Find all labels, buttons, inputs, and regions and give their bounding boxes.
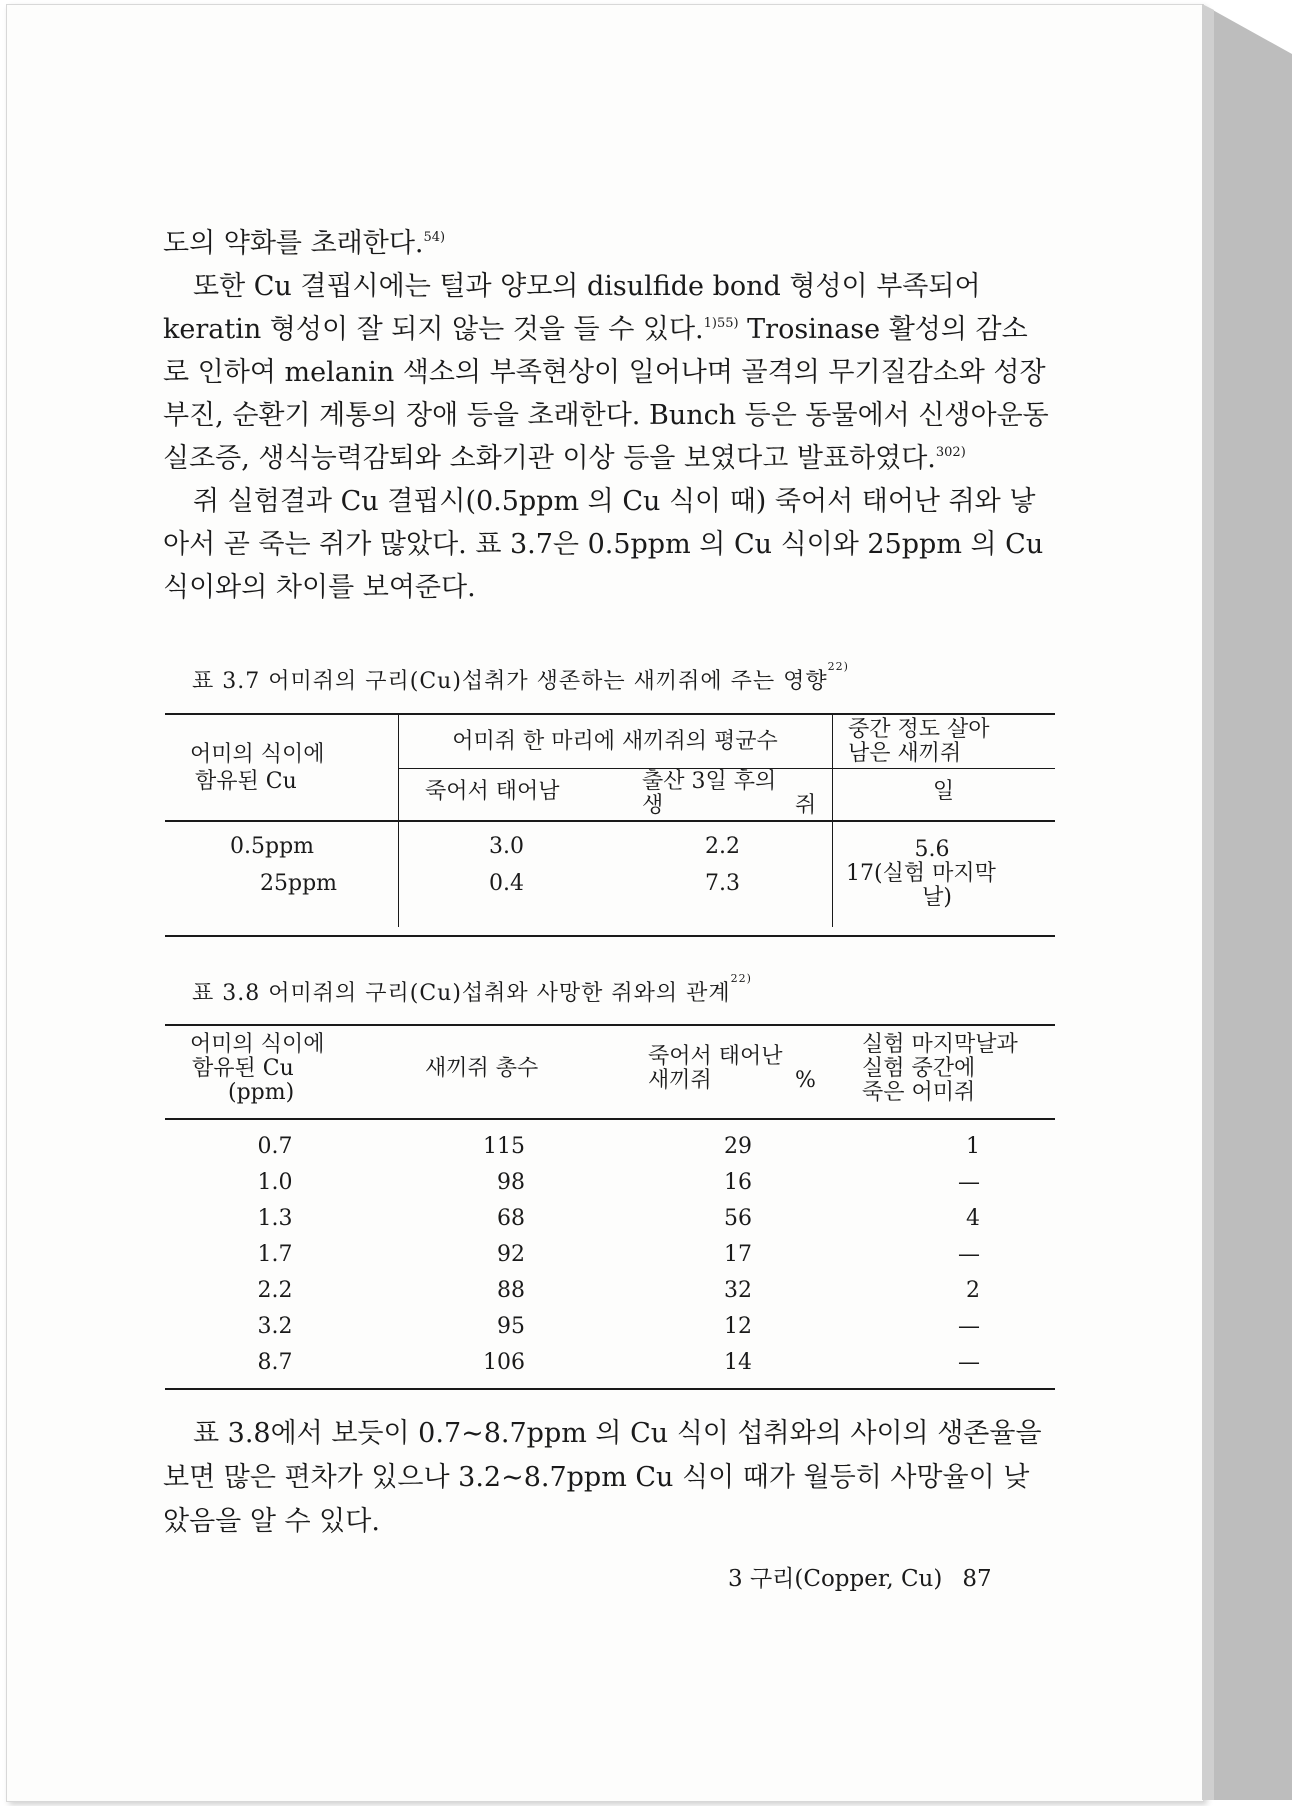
table-row: 98 [497,1170,525,1195]
table-row: 115 [483,1134,525,1159]
t37-row2-cu: 25ppm [260,871,338,896]
table-row: 17 [724,1242,752,1267]
t37-head-survive-line2: 남은 새끼쥐 [848,741,962,766]
table-3-8-caption: 표 3.8 어미쥐의 구리(Cu)섭취와 사망한 쥐와의 관계$^{22)}$ [192,972,752,1006]
table-row: — [958,1170,980,1195]
t37-head-cu-line1: 어미의 식이에 [190,742,325,767]
table-row: 92 [497,1242,525,1267]
t38-head-cu-line2: 함유된 Cu [192,1056,294,1081]
table-row: 12 [724,1314,752,1339]
closing-paragraph: 표 3.8에서 보듯이 0.7∼8.7ppm 의 Cu 식이 섭취와의 사이의 생존율을 보면 많은 편차가 있으나 3.2∼8.7ppm Cu 식이 때가 월등히 사망율이 낮았음을 알 수 있다. [163,1418,1042,1537]
t38-head-cu-line1: 어미의 식이에 [190,1032,325,1057]
page-footer [728,1560,992,1593]
t37-head-alive-line2a: 생 [642,793,664,818]
body-text [163,222,1053,609]
t37-head-survive-unit: 일 [932,779,955,804]
table-row: 56 [724,1206,752,1231]
table-row: 88 [497,1278,525,1303]
t37-head-group: 어미쥐 한 마리에 새끼쥐의 평균수 [452,729,778,754]
paragraph-1: 도의 약화를 초래한다.$^{54)}$ [163,228,446,259]
t38-head-cu-line3: (ppm) [228,1080,295,1105]
t37-head-survive-line1: 중간 정도 살아 [848,717,990,742]
paragraph-2: 또한 Cu 결핍시에는 털과 양모의 disulfide bond 형성이 부족되어 keratin 형성이 잘 되지 않는 것을 들 수 있다.$^{1)55)}$ Trosinase 활성의 감소로 인하여 melanin 색소의 부족현상이 일어나며 골격의 무기질감소와 성장부진, 순환기 계통의 장애 등을 초래한다. Bunch 등은 동물에서 신생아운동실조증, 생식능력감퇴와 소화기관 이상 등을 보였다고 발표하였다.$^{302)}$ [163,271,1049,474]
table-row: 1 [966,1134,980,1159]
table-row: — [958,1314,980,1339]
table-row: 68 [497,1206,525,1231]
table-row: 2 [966,1278,980,1303]
t37-row2-days-line2: 날) [922,885,952,910]
table-row: 1.7 [257,1242,293,1267]
table-row: 1.0 [257,1170,293,1195]
t38-head-mother-line2: 실험 중간에 [862,1056,976,1081]
table-row: 16 [724,1170,752,1195]
table-row: 1.3 [257,1206,293,1231]
t38-head-mother-line1: 실험 마지막날과 [862,1032,1018,1057]
t37-head-alive-line2b: 쥐 [795,793,817,818]
chapter-title: 3 구리(Copper, Cu) [728,1566,943,1592]
t37-row2-days-line1: 17(실험 마지막 [846,861,996,886]
table-row: 29 [724,1134,752,1159]
t38-head-mother-line3: 죽은 어미쥐 [862,1080,976,1105]
table-row: 4 [966,1206,980,1231]
t37-head-alive-line1: 출산 3일 후의 [642,769,777,794]
table-row: 14 [724,1350,752,1375]
table-row: 95 [497,1314,525,1339]
table-row: 2.2 [257,1278,293,1303]
table-row: 8.7 [257,1350,293,1375]
table-row: 0.7 [257,1134,293,1159]
t38-head-pct-line2: 새끼쥐 [648,1068,712,1093]
table-row: — [958,1350,980,1375]
table-row: 32 [724,1278,752,1303]
page-number: 87 [962,1566,992,1592]
t38-head-pct-line1: 죽어서 태어난 [648,1044,783,1069]
t37-row2-dead: 0.4 [489,871,524,896]
t38-head-total: 새끼쥐 총수 [425,1056,539,1081]
t37-head-dead-born: 죽어서 태어남 [425,779,560,804]
t37-row1-cu: 0.5ppm [230,834,315,859]
table-3-7-caption: 표 3.7 어미쥐의 구리(Cu)섭취가 생존하는 새끼쥐에 주는 영향$^{22)}$ [192,660,849,694]
paragraph-3: 쥐 실험결과 Cu 결핍시(0.5ppm 의 Cu 식이 때) 죽어서 태어난 쥐와 낳아서 곧 죽는 쥐가 많았다. 표 3.7은 0.5ppm 의 Cu 식이와 25ppm 의 Cu 식이와의 차이를 보여준다. [163,486,1044,603]
table-row: 3.2 [257,1314,293,1339]
t37-head-cu-line2: 함유된 Cu [195,769,297,794]
table-row: 106 [483,1350,525,1375]
book-spine [1202,4,1292,1800]
t37-row1-dead: 3.0 [489,834,524,859]
t38-head-pct-unit: % [795,1068,816,1093]
t37-row1-days: 5.6 [914,837,950,862]
t37-row1-alive: 2.2 [705,834,740,859]
table-row: — [958,1242,980,1267]
t37-row2-alive: 7.3 [705,871,740,896]
